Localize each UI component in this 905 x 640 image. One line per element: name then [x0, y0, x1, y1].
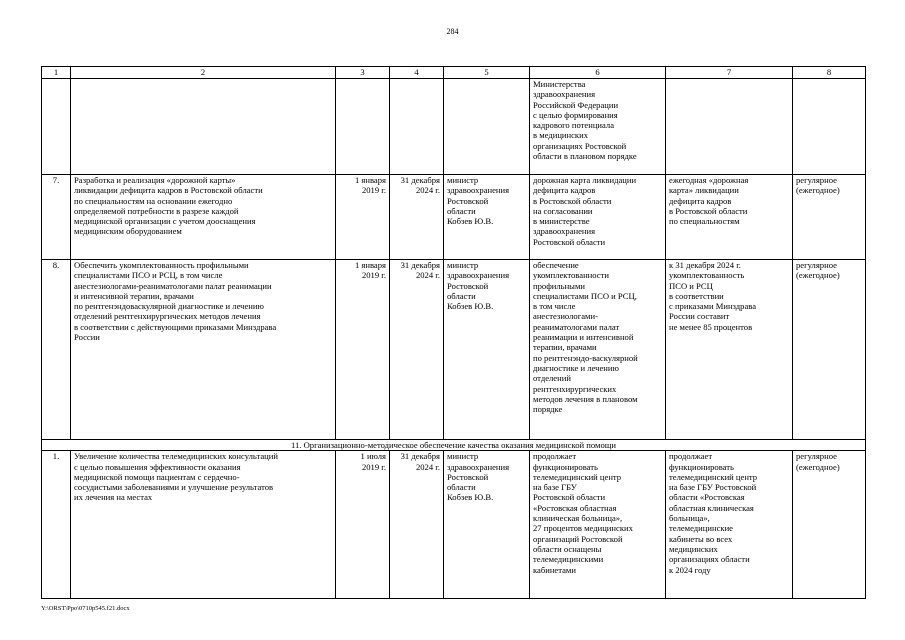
section-heading-row [42, 440, 866, 451]
result-cell: Министерства здравоохранения Российской Федерации с целью формирования кадрового потенциала в медицинских организациях Ростовской области в плановом порядке [530, 79, 666, 175]
responsible-cell: министр здравоохранения Ростовской области Кобзев Ю.В. [444, 451, 530, 599]
column-number-row [42, 67, 866, 79]
table-row [42, 260, 866, 440]
document-file-path: Y:\ORST\Ppo\0710p545.f21.docx [41, 605, 130, 612]
indicator-cell: продолжает функционировать телемедицинский центр на базе ГБУ Ростовской области «Ростовская областная клиническая больница», телемедицинские кабинеты во всех медицинских организациях области к 2024 году [666, 451, 793, 599]
end-date-cell: 31 декабря 2024 г. [390, 451, 444, 599]
responsible-cell: министр здравоохранения Ростовской области Кобзев Ю.В. [444, 260, 530, 440]
column-header: 4 [390, 67, 444, 79]
indicator-cell: к 31 декабря 2024 г. укомплектованность ПСО и РСЦ в соответствии с приказами Минздрава России составит не менее 85 процентов [666, 260, 793, 440]
regularity-cell: регулярное (ежегодное) [793, 175, 866, 260]
row-number: 8. [42, 260, 71, 440]
table-row [42, 175, 866, 260]
regularity-cell: регулярное (ежегодное) [793, 451, 866, 599]
column-header: 5 [444, 67, 530, 79]
empty-cell [390, 79, 444, 175]
regularity-cell: регулярное (ежегодное) [793, 260, 866, 440]
empty-cell [444, 79, 530, 175]
empty-cell [71, 79, 336, 175]
start-date-cell: 1 июля 2019 г. [336, 451, 390, 599]
continuation-row [42, 79, 866, 175]
start-date-cell: 1 января 2019 г. [336, 260, 390, 440]
empty-cell [336, 79, 390, 175]
column-header: 8 [793, 67, 866, 79]
column-header: 2 [71, 67, 336, 79]
page-number: 284 [446, 27, 459, 36]
empty-cell [666, 79, 793, 175]
end-date-cell: 31 декабря 2024 г. [390, 175, 444, 260]
row-number: 1. [42, 451, 71, 599]
empty-cell [42, 79, 71, 175]
table-row [42, 451, 866, 599]
row-number: 7. [42, 175, 71, 260]
responsible-cell: министр здравоохранения Ростовской области Кобзев Ю.В. [444, 175, 530, 260]
column-header: 1 [42, 67, 71, 79]
column-header: 6 [530, 67, 666, 79]
task-cell: Обеспечить укомплектованность профильными специалистами ПСО и РСЦ, в том числе анестезиологами-реаниматологами палат реанимации и интенсивной терапии, врачами по рентгенэндоваскулярной диагностике и лечению отделений рентгенхирургических методов лечения в соответствии с действующими приказами Минздрава России [71, 260, 336, 440]
section-title: 11. Организационно-методическое обеспечение качества оказания медицинской помощи [42, 440, 866, 451]
start-date-cell: 1 января 2019 г. [336, 175, 390, 260]
task-cell: Разработка и реализация «дорожной карты» ликвидации дефицита кадров в Ростовской области по специальностям на основании ежегодно определяемой потребности в разрезе каждой медицинской организации с учетом дооснащения медицинским оборудованием [71, 175, 336, 260]
empty-cell [793, 79, 866, 175]
column-header: 7 [666, 67, 793, 79]
indicator-cell: ежегодная «дорожная карта» ликвидации дефицита кадров в Ростовской области по специальностям [666, 175, 793, 260]
result-cell: продолжает функционировать телемедицинский центр на базе ГБУ Ростовской области «Ростовская областная клиническая больница», 27 процентов медицинских организаций Ростовской области оснащены телемедицинскими кабинетами [530, 451, 666, 599]
action-plan-table [41, 66, 866, 599]
result-cell: обеспечение укомплектованности профильными специалистами ПСО и РСЦ, в том числе анестезиологами- реаниматологами палат реанимации и интенсивной терапии, врачами по рентгенэндо-васкулярной диагностике и лечению отделений рентгенхирургических методов лечения в плановом порядке [530, 260, 666, 440]
result-cell: дорожная карта ликвидации дефицита кадров в Ростовской области на согласовании в министерстве здравоохранения Ростовской области [530, 175, 666, 260]
end-date-cell: 31 декабря 2024 г. [390, 260, 444, 440]
column-header: 3 [336, 67, 390, 79]
task-cell: Увеличение количества телемедицинских консультаций с целью повышения эффективности оказания медицинской помощи пациентам с сердечно- сосудистыми заболеваниями и улучшение результатов их лечения на местах [71, 451, 336, 599]
